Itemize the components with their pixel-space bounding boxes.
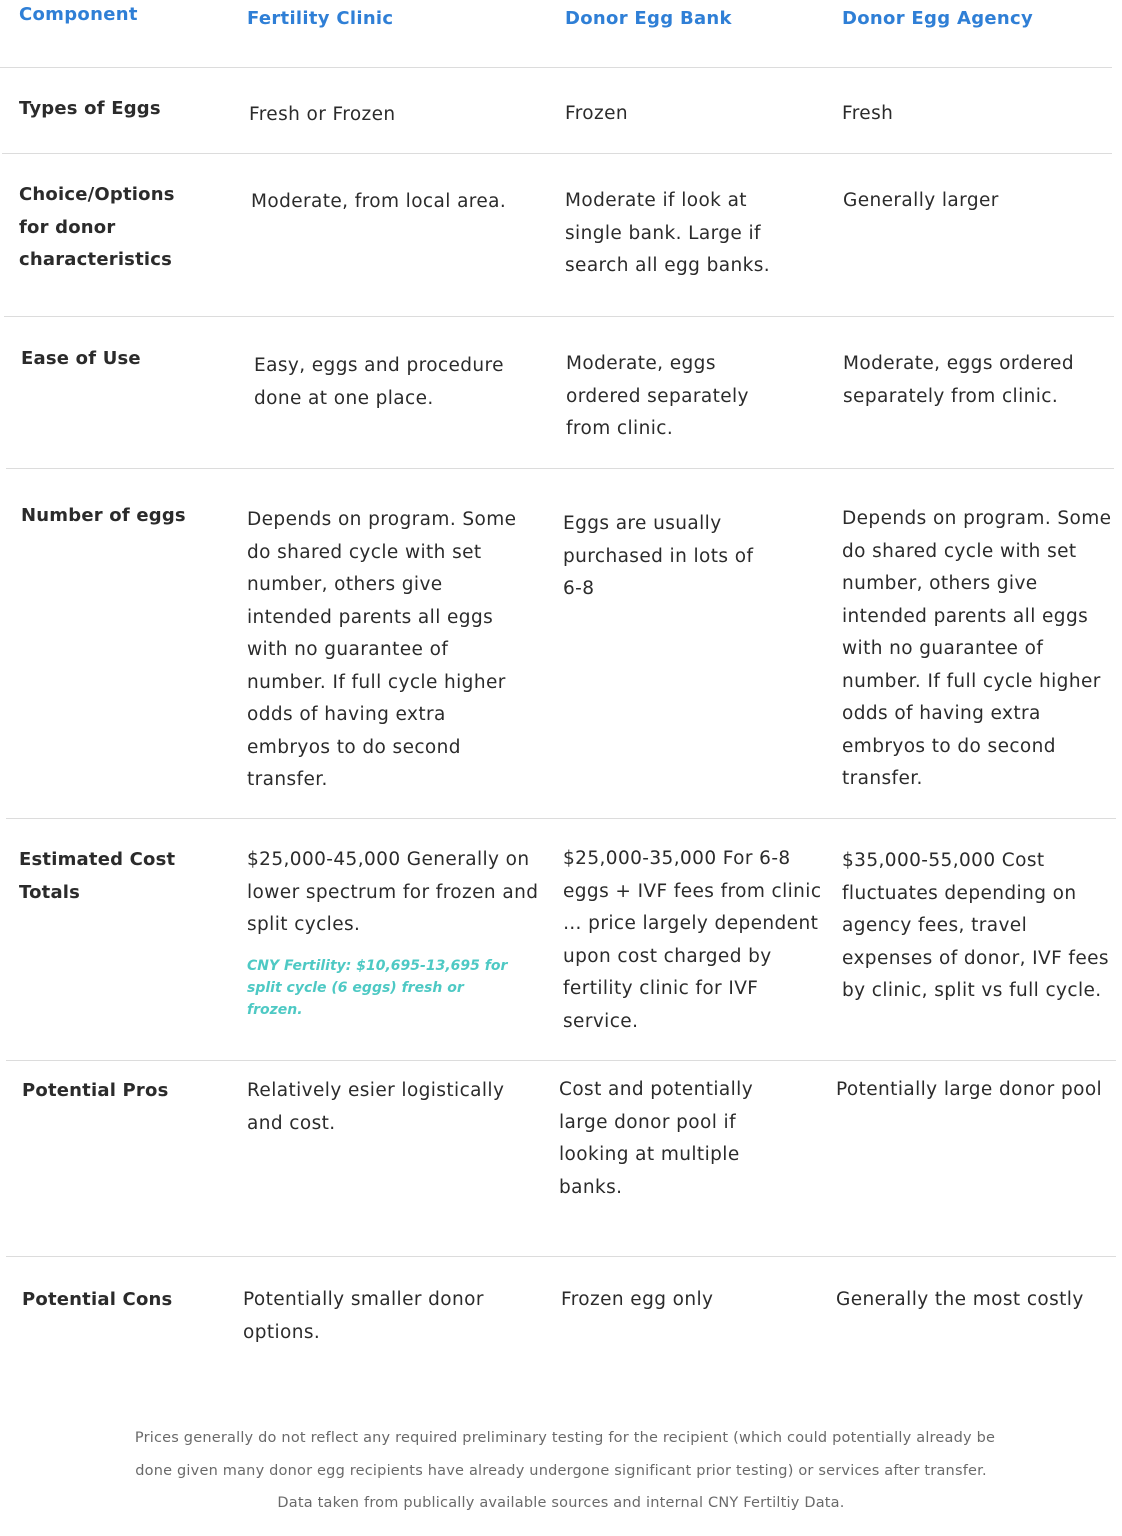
cell-clinic-potential-cons: Potentially smaller donor options.	[243, 1289, 484, 1343]
cell-bank-potential-cons: Frozen egg only	[561, 1289, 714, 1310]
cell-bank-ease-of-use: Moderate, eggs ordered separately from clinic.	[566, 353, 749, 439]
row-label-types-of-eggs: Types of Eggs	[19, 98, 161, 119]
cell-bank-choice-options: Moderate if look at single bank. Large if search all egg banks.	[565, 190, 771, 276]
cell-agency-ease-of-use: Moderate, eggs ordered separately from clinic.	[843, 353, 1074, 407]
row-divider	[0, 67, 1112, 68]
cell-clinic-potential-pros: Relatively esier logistically and cost.	[247, 1080, 505, 1134]
cell-bank-types-of-eggs: Frozen	[565, 103, 629, 124]
cell-clinic-number-of-eggs: Depends on program. Some do shared cycle with set number, others give intended parents all eggs with no guarantee of number. If full cycle higher odds of having extra embryos to do second transfer.	[247, 509, 517, 790]
cell-agency-types-of-eggs: Fresh	[842, 103, 894, 124]
row-label-potential-pros: Potential Pros	[22, 1080, 169, 1101]
row-label-estimated-cost: Estimated Cost Totals	[19, 849, 176, 903]
footer-disclaimer-line-1: Prices generally do not reflect any required preliminary testing for the recipient (which could potentially already be	[134, 1430, 996, 1446]
footer-data-source: Data taken from publically available sources and internal CNY Fertiltiy Data.	[277, 1495, 845, 1511]
cny-fertility-price-note: CNY Fertility: $10,695-13,695 for split cycle (6 eggs) fresh or frozen.	[247, 958, 508, 1018]
cell-agency-potential-cons: Generally the most costly	[836, 1289, 1084, 1310]
cell-agency-choice-options: Generally larger	[843, 190, 999, 211]
row-divider	[6, 1256, 1116, 1257]
row-divider	[6, 818, 1116, 819]
cell-bank-number-of-eggs: Eggs are usually purchased in lots of 6-8	[563, 513, 754, 599]
cell-clinic-estimated-cost: $25,000-45,000 Generally on lower spectrum for frozen and split cycles.	[247, 849, 539, 935]
row-label-number-of-eggs: Number of eggs	[21, 505, 186, 526]
row-divider	[4, 316, 1114, 317]
row-label-choice-options: Choice/Options for donor characteristics	[19, 184, 175, 270]
row-label-ease-of-use: Ease of Use	[21, 348, 141, 369]
header-fertility-clinic: Fertility Clinic	[247, 8, 394, 29]
header-donor-egg-agency: Donor Egg Agency	[842, 8, 1034, 29]
cell-agency-potential-pros: Potentially large donor pool	[836, 1079, 1103, 1100]
header-donor-egg-bank: Donor Egg Bank	[565, 8, 732, 29]
row-label-potential-cons: Potential Cons	[22, 1289, 173, 1310]
row-divider	[6, 468, 1114, 469]
cell-clinic-types-of-eggs: Fresh or Frozen	[249, 104, 396, 125]
footer-disclaimer-line-2: done given many donor egg recipients have already undergone significant prior testing) or services after transfer.	[135, 1463, 987, 1479]
cell-agency-number-of-eggs: Depends on program. Some do shared cycle with set number, others give intended parents all eggs with no guarantee of number. If full cycle higher odds of having extra embryos to do second transfer.	[842, 508, 1112, 789]
cell-agency-estimated-cost: $35,000-55,000 Cost fluctuates depending on agency fees, travel expenses of donor, IVF fees by clinic, split vs full cycle.	[842, 850, 1109, 1001]
cell-clinic-ease-of-use: Easy, eggs and procedure done at one place.	[254, 355, 504, 409]
row-divider	[6, 1060, 1116, 1061]
cell-bank-potential-pros: Cost and potentially large donor pool if looking at multiple banks.	[559, 1079, 754, 1198]
cell-bank-estimated-cost: $25,000-35,000 For 6-8 eggs + IVF fees from clinic … price largely dependent upon cost charged by fertility clinic for IVF service.	[563, 848, 822, 1032]
header-component: Component	[19, 4, 138, 25]
cell-clinic-choice-options: Moderate, from local area.	[251, 191, 507, 212]
row-divider	[2, 153, 1112, 154]
